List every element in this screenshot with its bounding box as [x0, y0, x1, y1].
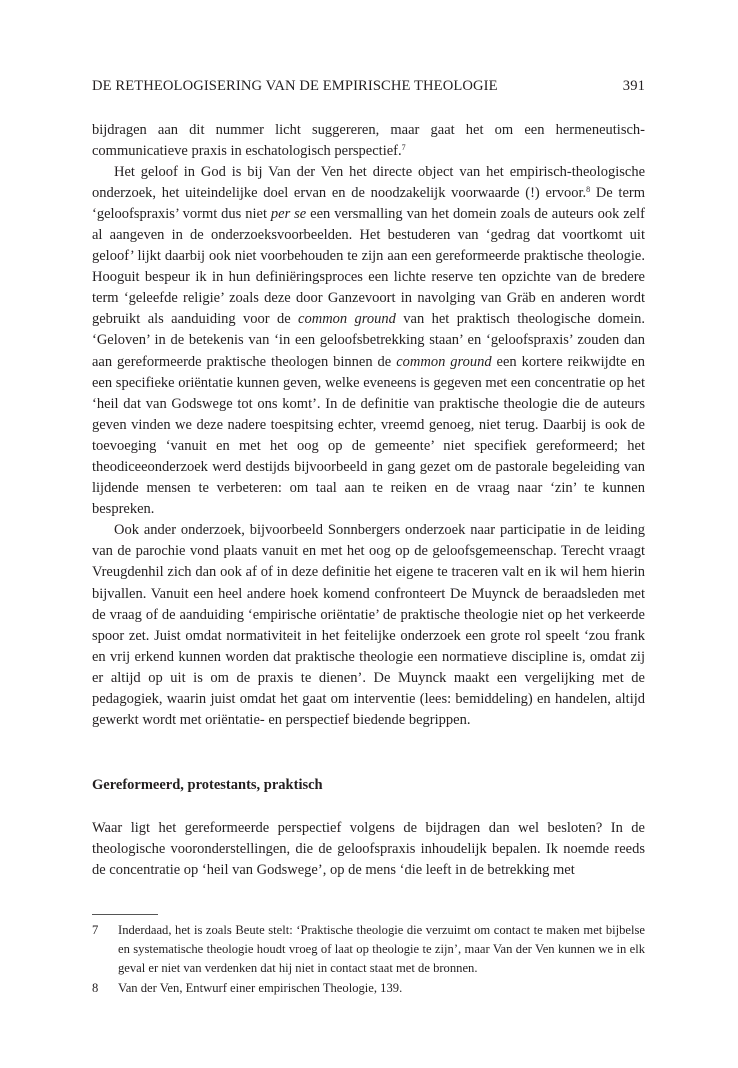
footnote-ref-7: 7 — [401, 142, 406, 152]
paragraph-3: Ook ander onderzoek, bijvoorbeeld Sonnbergers onderzoek naar participatie in de leiding van de parochie vond plaats vanuit en met het oog op de geloofsgemeenschap. Terecht vraagt Vreugdenhil zich dan ook af of in deze definitie het eigene te traceren valt en ik wil hem hierin bijvallen. Vanuit een heel andere hoek komend confronteert De Muynck de beraadsleden met de vraag of de aanduiding ‘empirische oriëntatie’ de praktische theologie niet op het verkeerde spoor zet. Juist omdat normativiteit in het feitelijke onderzoek een grote rol speelt ‘zou frank en vrij erkend kunnen worden dat praktische theologie een normatieve discipline is, omdat zij er altijd op uit is om de praxis te dienen’. De Muynck maakt een vergelijking met de pedagogiek, waarin juist omdat het gaat om interventie (lees: bemiddeling) en handelen, altijd gewerkt wordt met oriëntatie- en perspectief biedende begrippen. — [92, 522, 645, 729]
section-heading: Gereformeerd, protestants, praktisch — [92, 777, 323, 793]
paragraph-2-text-d: van het praktisch theologische domein. ‘Geloven’ in de betekenis van ‘in een geloofsbetrekking staan’ en ‘geloofspraxis’ zouden dan aan gereformeerde praktische theologen binnen de — [92, 311, 646, 370]
section-paragraph-1: Waar ligt het gereformeerde perspectief volgens de bijdragen dan wel besloten? In de theologische vooronderstellingen, die de geloofspraxis inhoudelijk bepalen. Ik noemde reeds de concentratie op ‘heil van Godswege’, op de mens ‘die leeft in de betrekking met — [92, 820, 645, 879]
footnote-7 — [92, 921, 645, 977]
section-text — [92, 818, 645, 882]
emphasis-common-ground-1: common ground — [298, 311, 396, 328]
paragraph-2-text-e: een kortere reikwijdte en een specifieke oriëntatie kunnen geven, welke eveneens is gegeven met een concentratie op het ‘heil dat van Godswege tot ons komt’. In de definitie van praktische theologie die de auteurs geven vinden we deze nadere toespitsing echter, vreemd genoeg, niet terug. Daarbij is ook de toevoeging ‘vanuit en met het oog op de gemeente’ niet specifiek gereformeerd; het theodiceeonderzoek werd destijds bijvoorbeeld in gang gezet om de pastorale begeleiding van lijdende mensen te verbeteren: om taal aan te reiken en de vraag naar ‘zin’ te kunnen bespreken. — [92, 353, 646, 518]
paragraph-2-text-a: Het geloof in God is bij Van der Ven het directe object van het empirisch-theologische onderzoek, het uiteindelijke doel ervan en de noodzakelijk voorwaarde (!) ervoor. — [92, 163, 645, 201]
page-number: 391 — [622, 78, 645, 94]
footnote-text: Inderdaad, het is zoals Beute stelt: ‘Praktische theologie die verzuimt om contact te maken met bijbelse en systematische theologie houdt vroeg of laat op theologie te zijn’, maar Van der Ven kunnen we in elk geval er niet van verdenken dat hij niet in contact staat met de bronnen. — [118, 923, 645, 975]
footnote-text: Van der Ven, Entwurf einer empirischen Theologie, 139. — [118, 981, 403, 996]
main-text — [92, 120, 645, 732]
footnotes — [92, 921, 645, 998]
footnote-rule — [92, 914, 158, 915]
paragraph-2 — [92, 162, 645, 521]
footnote-marker: 7 — [92, 923, 99, 937]
footnote-marker: 8 — [92, 981, 99, 996]
paragraph-2-text-c: een versmalling van het domein zoals de auteurs ook zelf al aangeven in de onderzoeksvoorbeelden. Het bestuderen van ‘gedrag dat voortkomt uit geloof’ lijkt daarbij ook niet voorbehouden te zijn aan een gereformeerde praktische theologie. Hooguit bespeur ik in hun definiëringsproces een lichte reserve ten opzichte van de bredere term ‘geleefde religie’ zoals deze door Ganzevoort in navolging van Gräb en anderen wordt gebruikt als aanduiding voor de — [92, 205, 645, 328]
running-header-title: DE RETHEOLOGISERING VAN DE EMPIRISCHE THEOLOGIE — [92, 78, 498, 94]
paragraph-1-text: bijdragen aan dit nummer licht suggereren, maar gaat het om een hermeneutisch-communicatieve praxis in eschatologisch perspectief. — [92, 121, 645, 159]
emphasis-per-se: per se — [270, 205, 307, 222]
paragraph-1 — [92, 120, 645, 162]
emphasis-common-ground-2: common ground — [396, 353, 492, 370]
footnote-ref-8: 8 — [586, 184, 591, 194]
footnote-8 — [92, 979, 645, 998]
paragraph-2-text-b: De term ‘geloofspraxis’ vormt dus niet — [92, 184, 645, 222]
